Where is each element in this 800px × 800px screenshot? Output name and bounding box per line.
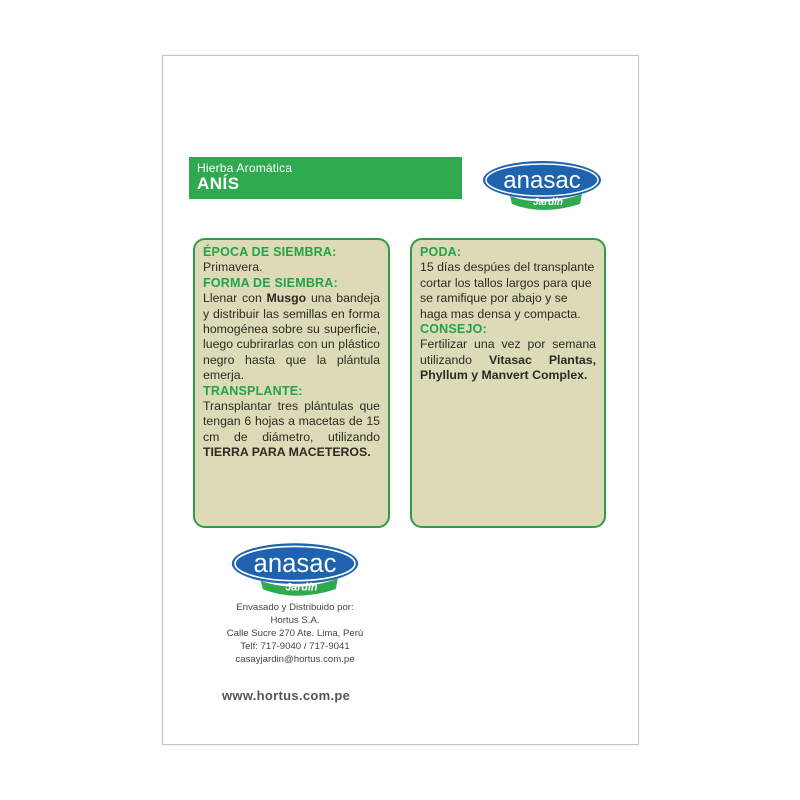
consejo-text-part: Fertilizar una vez por semana utilizando	[420, 337, 596, 367]
logo-subtext: Jardín	[532, 197, 564, 208]
consejo-bold: Vitasac Plantas, Phyllum y Manvert Complex.	[420, 352, 597, 383]
contact-line: Calle Sucre 270 Ate. Lima, Perú	[226, 628, 364, 639]
product-category: Hierba Aromática	[197, 161, 293, 175]
consejo-heading: CONSEJO:	[420, 322, 487, 337]
transplante-text	[203, 399, 380, 461]
contact-line: Telf: 717-9040 / 717-9041	[240, 641, 350, 652]
epoca-heading: ÉPOCA DE SIEMBRA:	[203, 245, 337, 259]
poda-text: 15 días despúes del transplante cortar los tallos largos para que se ramifique por abajo y se haga mas densa y compacta.	[420, 260, 595, 321]
forma-heading: FORMA DE SIEMBRA:	[203, 275, 338, 290]
forma-text-part: una bandeja y distribuir las semillas en forma homogénea sobre su superficie, luego cubrirarlas con un plástico negro hasta que la plántula emerja.	[203, 291, 380, 383]
transplante-heading: TRANSPLANTE:	[203, 383, 303, 398]
forma-bold: Musgo	[266, 291, 307, 306]
website-url: www.hortus.com.pe	[222, 688, 351, 703]
forma-text-part: Llenar con	[203, 291, 267, 306]
transplante-text-part: Transplantar tres plántulas que tengan 6 hojas a macetas de 15 cm de diámetro, utilizando	[203, 399, 380, 444]
logo-wordmark: anasac	[253, 550, 337, 579]
instructions-card-right	[410, 238, 606, 528]
contact-email: casayjardin@hortus.com.pe	[235, 654, 355, 665]
contact-line: Envasado y Distribuido por:	[236, 602, 354, 613]
epoca-text: Primavera.	[203, 260, 263, 275]
poda-heading: PODA:	[420, 245, 462, 259]
distributor-info	[210, 601, 380, 666]
product-title: ANÍS	[197, 174, 240, 193]
anasac-logo-top	[480, 158, 604, 214]
logo-subtext: Jardín	[285, 581, 318, 594]
anasac-logo-bottom	[226, 540, 364, 600]
logo-wordmark: anasac	[503, 167, 581, 194]
instructions-card-left	[193, 238, 390, 528]
consejo-text	[420, 337, 596, 383]
contact-line: Hortus S.A.	[270, 615, 320, 626]
transplante-bold: TIERRA PARA MACETEROS.	[203, 445, 371, 460]
forma-text	[203, 291, 380, 383]
title-band	[189, 157, 462, 199]
